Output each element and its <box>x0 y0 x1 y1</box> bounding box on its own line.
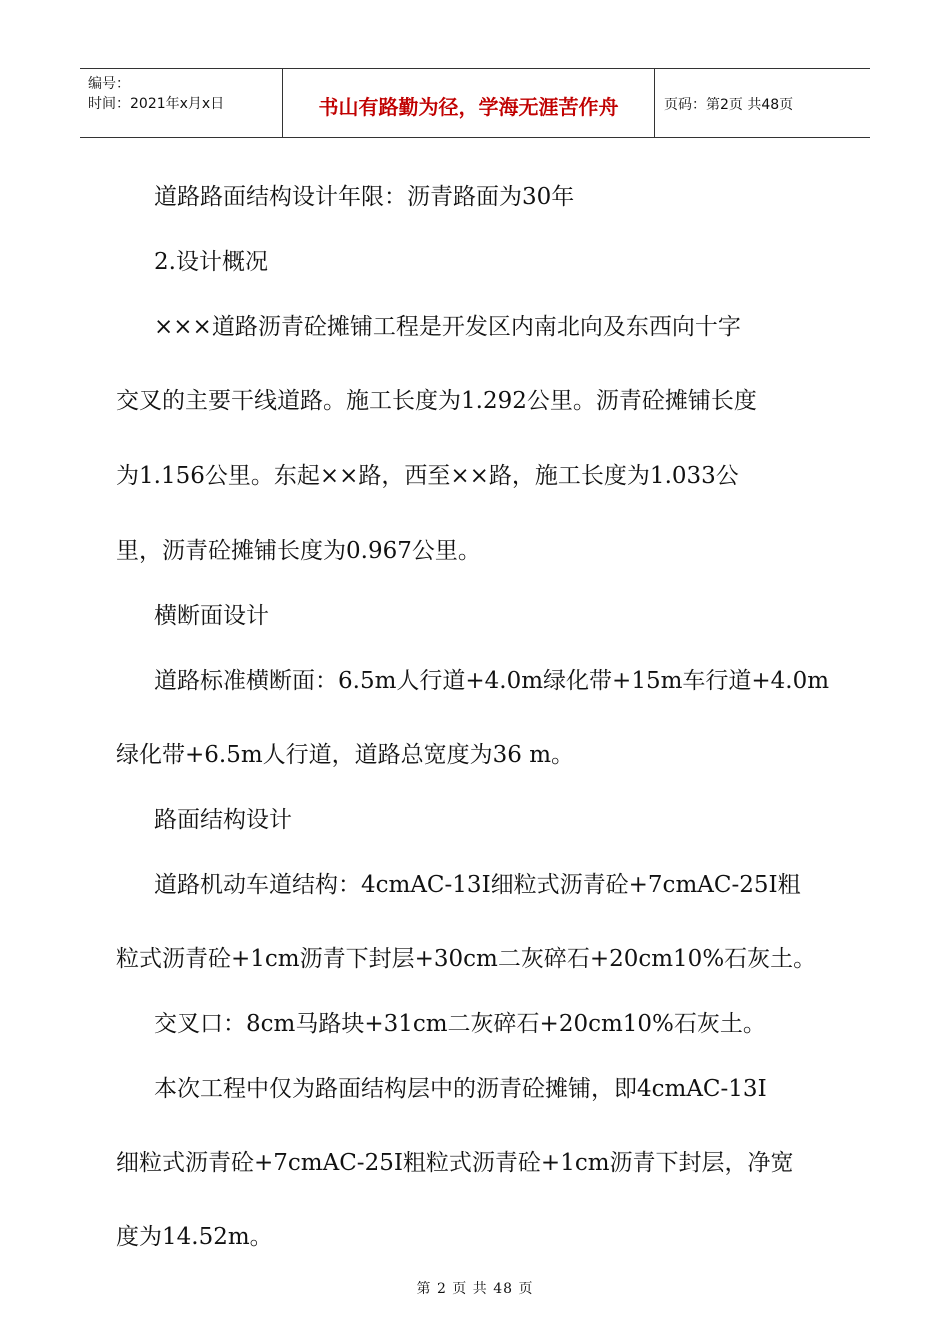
header-meta-cell <box>80 69 283 137</box>
paragraph-line: 道路路面结构设计年限：沥青路面为30年 <box>154 184 575 210</box>
paragraph-line: 交叉口：8cm马路块+31cm二灰碎石+20cm10%石灰土。 <box>154 1011 766 1037</box>
paragraph-line: 道路机动车道结构：4cmAC-13I细粒式沥青砼+7cmAC-25I粗 <box>154 872 801 898</box>
header-motto-cell <box>283 69 655 137</box>
paragraph-line: 细粒式沥青砼+7cmAC-25I粗粒式沥青砼+1cm沥青下封层，净宽 <box>116 1150 794 1176</box>
section-heading: 2.设计概况 <box>154 249 268 275</box>
paragraph-line: 里，沥青砼摊铺长度为0.967公里。 <box>116 538 481 564</box>
serial-number-label: 编号： <box>88 76 130 92</box>
header-page-info: 页码：第2页 共48页 <box>664 97 794 113</box>
section-heading: 路面结构设计 <box>154 807 292 833</box>
paragraph-line: 为1.156公里。东起××路，西至××路，施工长度为1.033公 <box>116 463 739 489</box>
section-heading: 横断面设计 <box>154 603 269 629</box>
paragraph-line: 粒式沥青砼+1cm沥青下封层+30cm二灰碎石+20cm10%石灰土。 <box>116 946 817 972</box>
page-footer: 第 2 页 共 48 页 <box>416 1281 534 1297</box>
paragraph-line: 本次工程中仅为路面结构层中的沥青砼摊铺，即4cmAC-13I <box>154 1076 767 1102</box>
page-header <box>80 68 870 138</box>
header-page-cell <box>655 69 870 137</box>
motto-text: 书山有路勤为径，学海无涯苦作舟 <box>318 95 619 119</box>
paragraph-line: 绿化带+6.5m人行道，道路总宽度为36 m。 <box>116 742 575 768</box>
paragraph-line: 度为14.52m。 <box>116 1224 273 1250</box>
paragraph-line: 交叉的主要干线道路。施工长度为1.292公里。沥青砼摊铺长度 <box>116 388 757 414</box>
paragraph-line: ×××道路沥青砼摊铺工程是开发区内南北向及东西向十字 <box>154 314 741 340</box>
date-label: 时间：2021年x月x日 <box>88 96 225 112</box>
paragraph-line: 道路标准横断面：6.5m人行道+4.0m绿化带+15m车行道+4.0m <box>154 668 830 694</box>
